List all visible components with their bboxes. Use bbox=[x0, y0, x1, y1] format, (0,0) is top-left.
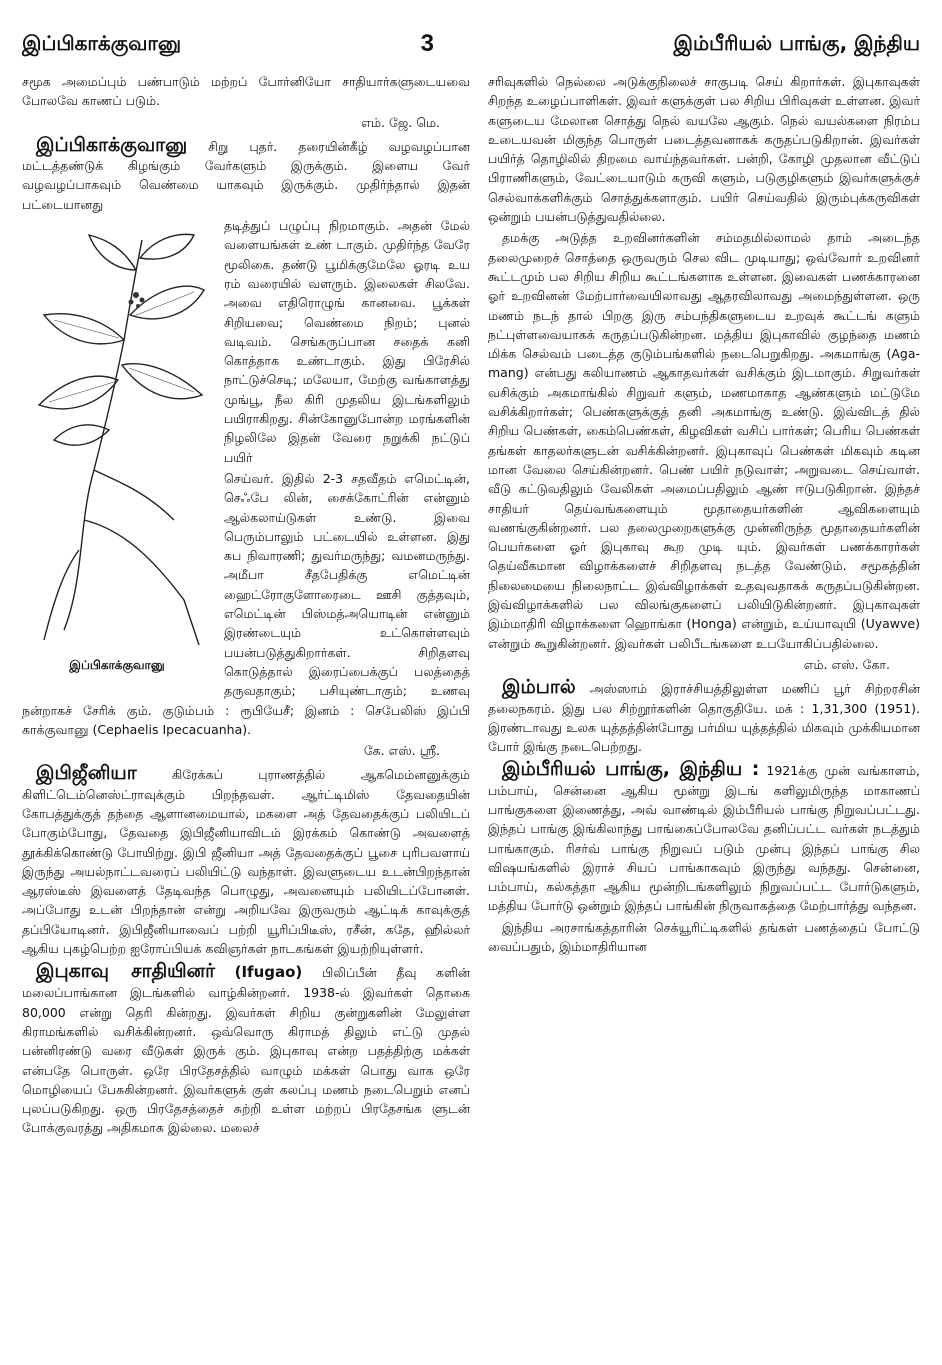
author-signature: எம். எஸ். கோ. bbox=[803, 656, 890, 672]
entry-text: கிரேக்கப் புராணத்தில் ஆகமெம்னனுக்கும் கிளிட்டெம்னெஸ்ட்ராவுக்கும் பிறந்தவள். ஆர்ட்டிமிஸ் தேவதையின் கோபத்துக்குத் தந்தை ஆளானமையால், மகளை அத் தேவதைக்குப் பலியிடப் போகும்போது, தேவதை இபிஜீனியாவிடம் இரக்கம் கொண்டு அவளைத் தூக்கிக்கொண்டு போயிற்று. இபி ஜீனியா அத் தேவதைக்குப் பூசை புரிபவளாய் இருந்து அயல்நாட்டவரைப் பலியிட்டு வந்தாள். இவளுடைய உடன்பிறந்தான் ஆரஸ்டீஸ் இவளைத் தேடிவந்த பொழுது, அவனையும் பலியிடப்போனள். அப்போது உடன் பிறந்தான் என்று அறியவே இருவரும் ஆட்டிக் காவுக்குத் தப்பியோடினர். இபிஜீனியாவைப் பற்றி யூரிப்பிடீஸ், ரசீன், கதே, ஹில்லர் ஆகிய புகழ்பெற்ற ஐரோப்பியக் கவிஞர்கள் நாடகங்கள் இயற்றியுள்ளர். bbox=[22, 767, 470, 957]
paragraph: சமூக அமைப்பும் பண்பாடும் மற்றப் போர்னியோ சாதியார்களுடையவை போலவே காணப் படும். bbox=[22, 74, 470, 109]
entry-text: தடித்துப் பழுப்பு நிறமாகும். அதன் மேல் வளையங்கள் உண் டாகும். முதிர்ந்த வேரே மூலிகை. தண்டு பூமிக்குமேலே ஓரடி உய ரம் வரையில் வளரும். இலைகள் சிலவே. அவை எதிரொழுங் கானவை. பூக்கள் சிறியவை; வெண்மை நிறம்; புனல் வடிவம். செங்கருப்பான சதைக் கனி கொத்தாக உண்டாகும். இது பிரேசில் நாட்டுச்செடி; மலேயா, மேற்கு வங்காளத்து முங்பூ, நீல கிரி முதலிய இடங்களிலும் பயிராகிறது. சின்கோனுபோன்ற மரங்களின் நிழலிலே இதன் வேரை நறுக்கி நட்டுப் பயிர் bbox=[224, 218, 470, 465]
author-signature: எம். ஜே. மெ. bbox=[361, 114, 440, 130]
plant-illustration bbox=[22, 220, 212, 690]
author-signature: கே. எஸ். ஸ்ரீ. bbox=[363, 743, 440, 759]
entry-heading: இம்பால் bbox=[502, 676, 576, 699]
entry-text: பிலிப்பீன் தீவு களின் மலைப்பாங்கான இடங்களில் வாழ்கின்றனர். 1938-ல் இவர்கள் தொகை 80,000 என்று தெரி கின்றது. இவர்கள் சிறிய குன்றுகளின் மேலுள்ள கிராமங்களில் வசிக்கின்றனர். ஒவ்வொரு கிராமத் திலும் எட்டு முதல் பன்னிரண்டு வரை வீடுகள் இருக் கும். இபுகாவு என்ற பதத்திற்கு மக்கள் என்பதே பொருள். ஒரே பிரதேசத்தில் வாழும் மக்கள் பொது வாக ஒரே மொழியைப் பேசுகின்றனர். இவர்களுக் குள் கலப்பு மணம் நடைபெறும் எனப் புலப்படுகிறது. ஒரு பிரதேசத்தைச் சுற்றி உள்ள மற்றப் பிரதேசங்க ளுடன் போக்குவரத்து அதிகமாக இல்லை. மலைச் bbox=[22, 965, 470, 1136]
entry-heading: இப்பிகாக்குவானு bbox=[36, 133, 188, 156]
entry-heading: இபுகாவு சாதியினர் bbox=[36, 960, 215, 983]
entry-heading-latin: (Ifugao) bbox=[234, 963, 303, 982]
paragraph: சரிவுகளில் நெல்லை அடுக்குநிலைச் சாகுபடி செய் கிறார்கள். இபுகாவுகள் சிறந்த உழைப்பாளிகள். இவர் களுக்குள் பல சிறிய பிரிவுகள் உள்ளன. இவர் களுடைய மேலான சொத்து நெல் வயலே ஆகும். நெல் வயல்களை நிரம்ப உடையவன் மிகுந்த பொருள் படைத்தவனாகக் கருதப்படுகிறான். இவர்கள் பயிர்த் தொழிலில் திறமை வாய்ந்தவர்கள். பன்றி, கோழி முதலான வீட்டுப் பிராணிகளும், வேட்டையாடும் கருவி களும், படுகுழிகளும் இவர்களுக்குச் செல்வாக்களிக்கும் சொத்துக்களாகும். பயிர் செய்வதில் இரும்புக்கருவிகள் ஒன்றும் பயன்படுத்துவதில்லை. bbox=[488, 74, 920, 225]
paragraph: தமக்கு அடுத்த உறவினர்களின் சம்மதமில்லாமல் தாம் அடைந்த தலைமுறைச் சொத்தை ஒருவரும் செல விட முடியாது; ஒவ்வோர் உறவினர் கூட்டமும் பல சிறிய சிறிய கூட்டங்களாக உள்ளன. இவைகள் பணக்காரனை ஓர் உறவினன் மேற்பார்வையிலாவது ஆதரவிலாவது அமைந்துள்ளன. ஒரு மணம் நடந் தால் பிறகு இரு சம்பந்திகளுடைய உறவுக் கூட்டங் களும் நட்புள்ளவையாகக் கருதப்படுகின்றன. மத்திய இபுகாவில் குழந்தை மணம் மிக்க செல்வம் படைத்த குடும்பங்களில் நடைபெறுகிறது. அகமாங்கு (Aga- mang) என்பது கலியாணம் ஆகாதவர்கள் வசிக்கும் இடமாகும். சிறுவர்கள் வசிக்கும் அகமாங்கில் சிறுவர் களும், மணமாகாத ஆண்களும் மட்டுமே வசிக்கிறார்கள்; பெண்களுக்குத் தனி அகமாங்கு உண்டு. இவ்விடத் தில் சிறிய பெண்கள், கைம்பெண்கள், கிழவிகள் வசிப் பார்கள்; பெரிய பெண்கள் தங்கள் காதலர்களுடன் வசிக்கின்றனர். இபுகாவுப் பெண்கள் மிகவும் கடின மான வேலை செய்கின்றனர். பெண் பயிர் நடுவாள்; அறுவடை செய்வாள். வீடு கட்டுவதிலும் வேலிகள் அமைப்பதிலும் ஆண் ஈடுபடுகிறான். இந்தச் சாதியர் தெய்வங்களையும் மூதாதையர்களின் ஆவிகளையும் வணங்குகின்றனர். பல தலைமுறைகளுக்கு முன்னிருந்த மூதாதையர்களின் பெயர்களை ஓர் இபுகாவு கூற முடி யும். இவர்கள் பணக்காரர்கள் தெய்வீகமான விழாக்களைச் சிறிதளவு நடத்த வேண்டும். சமூகத்தின் நிலைமையை நிலைநாட்ட இவ்விழாக்கள் உதவுவதாகக் கருதப்படுகின்றன. இவ்விழாக்களில் பல விலங்குகளைப் பலியிடுகின்றனர். இபுகாவுகள் இம்மாதிரி விழாக்களை ஹொங்கா (Honga) என்றும், உய்யாவுயி (Uyawve) என்றும் கூறுகின்றனர். இவர்கள் பலிபீடங்களை உபயோகிப்பதில்லை. bbox=[488, 230, 920, 651]
entry-iphigenia bbox=[22, 762, 470, 958]
entry-ifugao bbox=[22, 960, 470, 1137]
running-head-right: இம்பீரியல் பாங்கு, இந்திய bbox=[673, 30, 920, 55]
right-column bbox=[488, 72, 920, 1352]
entry-ipecacuanha bbox=[22, 134, 470, 214]
entry-imperial-bank bbox=[488, 758, 920, 915]
entry-imphal bbox=[488, 676, 920, 756]
running-head-left: இப்பிகாக்குவானு bbox=[22, 30, 182, 55]
entry-heading: இபிஜீனியா bbox=[36, 762, 137, 785]
figure-caption: இப்பிகாக்குவானு bbox=[69, 658, 165, 673]
entry-text: 1921க்கு முன் வங்காளம், பம்பாய், சென்னை ஆகிய மூன்று இடங் களிலுமிருந்த மாகாணப் பாங்குகளை இணைத்து, அவ் வாண்டில் இம்பீரியல் பாங்கு நிறுவப்பட்டது. இந்தப் பாங்கு இங்கிலாந்து பாங்கைப்போலவே தனிப்பட்ட வர்கள் நடத்தும் பாங்காகும். ரிசர்வ் பாங்கு நிறுவப் படும் முன்பு இந்தப் பாங்கு சில விஷயங்களில் இராச் சியப் பாங்காகவும் இருந்து வந்தது. சென்னை, பம்பாய், கல்கத்தா ஆகிய மூன்றிடங்களிலும் நிறுவப்பட்ட போர்டுகளும், மத்திய போர்டு ஒன்றும் இந்தப் பாங்கின் நிருவாகத்தை மேற்பார்த்து வந்தன. bbox=[488, 763, 920, 914]
ipecac-plant-drawing bbox=[24, 220, 210, 650]
left-column bbox=[22, 72, 470, 1352]
paragraph: இந்திய அரசாங்கத்தாரின் செக்யூரிட்டிகளில் தங்கள் பணத்தைப் போட்டு வைப்பதும், இம்மாதிரியான bbox=[488, 919, 920, 955]
entry-heading: இம்பீரியல் பாங்கு, இந்திய : bbox=[502, 758, 760, 781]
entry-text: செய்வர். இதில் 2-3 சதவீதம் எமெட்டின், செஃபே லின், சைக்கோட்ரின் என்னும் ஆல்கலாய்டுகள் உண்டு. இவை பெரும்பாலும் பட்டையில் உள்ளன. இது கப நிவாரணி; துவர்மருந்து; வமனமருந்து. அமீபா சீதபேதிக்கு எமெட்டின் ஹைட்ரோகுளோரைடை ஊசி குத்தவும், எமெட்டின் பிஸ்மத்அயொடின் என்னும் இரண்டையும் உட்கொள்ளவும் பயன்படுத்துகிறார்கள். சிறிதளவு கொடுத்தால் இரைப்பைக்குப் பலத்தைத் தருவதாகும்; பசியுண்டாகும்; உணவு நன்றாகச் சேரிக் கும். குடும்பம் : ரூபியேசீ; இனம் : செபேலிஸ் இப்பி காக்குவானு (Cephaelis Ipecacuanha). bbox=[22, 470, 470, 737]
entry-text: சிறு புதர். தரையின்கீழ் வழவழப்பான மட்டத்தண்டுக் கிழங்கும் வேர்களும் இருக்கும். இளைய வேர் வழவழப்பாகவும் வெண்மை யாகவும் இருக்கும். முதிர்ந்தால் இதன் பட்டையானது bbox=[22, 138, 470, 212]
entry-text: அஸ்ஸாம் இராச்சியத்திலுள்ள மணிப் பூர் சிற்றரசின் தலைநகரம். இது பல சிற்றூர்களின் தொகுதியே. மக் : 1,31,300 (1951). இரண்டாவது உலக யுத்தத்தின்போது பர்மிய யுத்தத்தில் மிகவும் முக்கியமான போர் இங்கு நடைபெற்றது. bbox=[488, 681, 920, 755]
page-header bbox=[22, 22, 920, 66]
page-number: 3 bbox=[420, 30, 434, 57]
